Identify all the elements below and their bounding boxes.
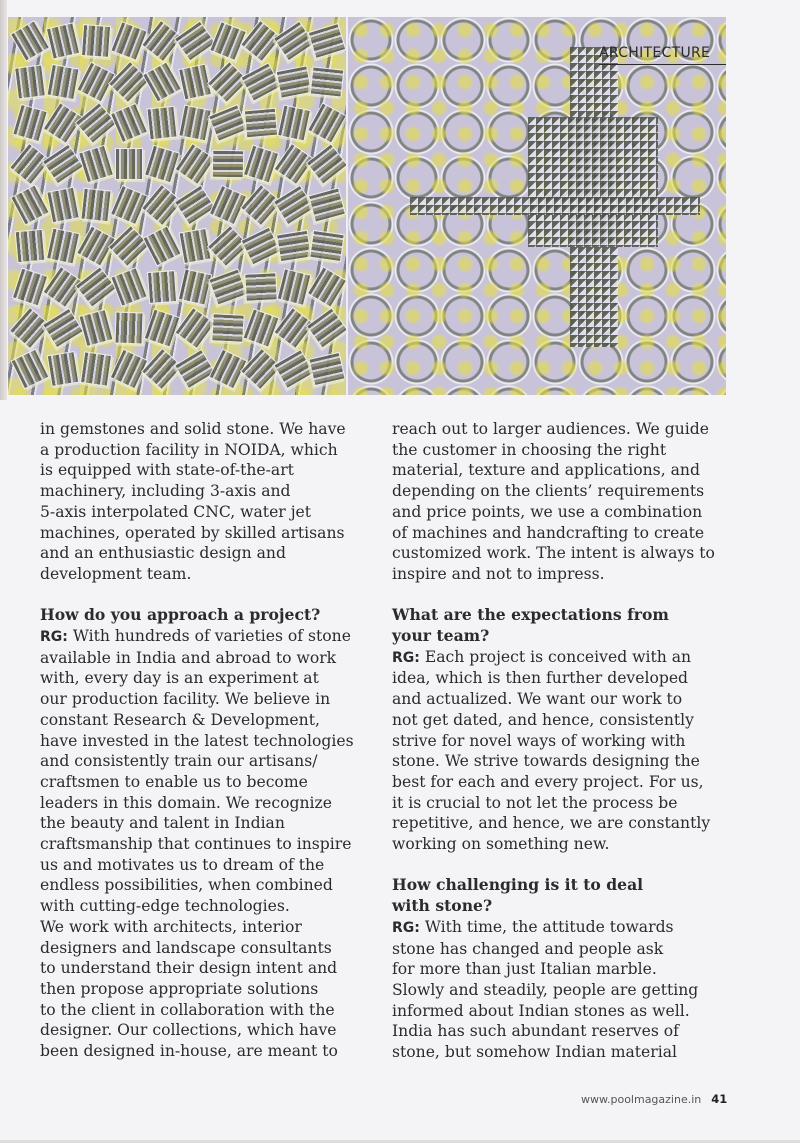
- carved-fin-tile: [244, 108, 278, 139]
- carved-fin-tile: [306, 143, 346, 185]
- carved-fin-tile: [46, 22, 80, 59]
- question-heading: How do you approach a project?: [40, 605, 321, 625]
- carved-fin-tile: [47, 351, 80, 387]
- right-column: [392, 419, 737, 1063]
- carved-fin-tile: [277, 268, 312, 306]
- carved-fin-tile: [309, 230, 345, 262]
- carved-fin-tile: [115, 148, 143, 180]
- answer-paragraph: [40, 626, 380, 1062]
- carved-fin-tile: [46, 64, 79, 100]
- carved-fin-tile: [208, 268, 248, 305]
- carved-fin-tile: [110, 267, 148, 307]
- carved-fin-tile: [211, 313, 244, 343]
- carved-fin-tile: [10, 348, 49, 389]
- carved-fin-tile: [75, 102, 118, 144]
- carved-fin-tile: [174, 307, 215, 349]
- carved-fin-tile: [42, 308, 84, 349]
- carved-fin-tile: [240, 226, 281, 265]
- answer-paragraph: [392, 917, 737, 1063]
- carved-fin-tile: [242, 308, 279, 348]
- carved-fin-tile: [308, 23, 346, 59]
- carved-fin-tile: [10, 184, 50, 225]
- carved-fin-tile: [42, 143, 84, 184]
- carved-fin-tile: [244, 272, 277, 302]
- carved-fin-tile: [78, 309, 113, 347]
- carved-fin-tile: [174, 20, 216, 61]
- carved-fin-tile: [174, 143, 215, 185]
- carved-fin-tile: [46, 227, 80, 264]
- carved-fin-tile: [178, 268, 212, 305]
- carved-fin-tile: [208, 104, 248, 142]
- carved-fin-tile: [75, 266, 117, 308]
- section-label: ARCHITECTURE: [599, 45, 726, 65]
- speaker-initials: RG:: [392, 919, 420, 936]
- paragraph-gap: [392, 585, 737, 606]
- carved-fin-tile: [80, 188, 111, 223]
- carved-fin-tile: [306, 307, 346, 348]
- cross-motif-arms: [410, 197, 700, 215]
- carved-fin-tile: [178, 105, 212, 142]
- carved-fin-tile: [142, 225, 181, 266]
- carved-fin-tile: [310, 66, 345, 97]
- speaker-initials: RG:: [392, 649, 420, 666]
- website-url[interactable]: www.poolmagazine.in: [581, 1093, 702, 1106]
- carved-fin-tile: [243, 144, 280, 183]
- question-heading: How challenging is it to deal with stone?: [392, 875, 644, 916]
- carved-fin-tile: [12, 104, 48, 142]
- photo-carved-stone-cross: [348, 17, 726, 395]
- carved-fin-tile: [146, 106, 177, 141]
- paragraph-gap: [392, 855, 737, 876]
- carved-fin-tile: [212, 150, 244, 179]
- carved-fin-tile: [81, 24, 111, 58]
- carved-fin-tile: [108, 225, 150, 267]
- intro-paragraph-left: in gemstones and solid stone. We have a production facility in NOIDA, which is equipped with state-of-the-art machinery, including 3-axis and 5-axis interpolated CNC, water jet machines, operated by skilled artisans and an enthusiastic design and development team.: [40, 420, 346, 583]
- carved-fin-tile: [144, 145, 180, 184]
- carved-fin-tile: [308, 187, 346, 222]
- carved-fin-tile: [276, 230, 312, 263]
- page-binding-edge: [0, 0, 7, 400]
- answer-paragraph: [392, 647, 737, 855]
- carved-fin-tile: [307, 266, 346, 308]
- paragraph-gap: [40, 585, 380, 606]
- carved-fin-tile: [142, 61, 182, 103]
- carved-fin-tile: [174, 349, 216, 389]
- carved-fin-tile: [276, 65, 313, 99]
- carved-fin-tile: [144, 308, 181, 347]
- answer-text: With hundreds of varieties of stone available in India and abroad to work with, every day is an experiment at our production facility. We believe in constant Research & Development, have invested in the latest technologies and consistently train our artisans/ craftsmen to enable us to become leaders in this domain. We recognize the beauty and talent in Indian craftsmanship that continues to inspire us and motivates us to dream of the endless possibilities, when combined with cutting-edge technologies. We work with architects, interior designers and landscape consultants to understand their design intent and then propose appropriate solutions to the client in collaboration with the designer. Our collections, which have been designed in-house, are meant to: [40, 627, 354, 1061]
- carved-fin-tile: [147, 270, 177, 304]
- carved-fin-tile: [174, 185, 216, 226]
- carved-fin-tile: [308, 352, 345, 386]
- carved-fin-tile: [110, 21, 148, 61]
- page-number: 41: [711, 1092, 728, 1106]
- carved-fin-tile: [307, 102, 346, 144]
- page-footer: [581, 1092, 727, 1106]
- photo-carved-stone-fins: [8, 17, 346, 395]
- carved-fin-tile: [114, 312, 143, 345]
- cross-motif-upper-body: [528, 117, 658, 247]
- carved-fin-tile: [110, 103, 148, 143]
- intro-paragraph-right: reach out to larger audiences. We guide the customer in choosing the right material, texture and applications, and depending on the clients’ requirements and price points, we use a combination of machines and handcrafting to create customized work. The intent is always to inspire and not to impress.: [392, 420, 715, 583]
- carved-fin-tile: [80, 351, 112, 387]
- left-column: [40, 419, 380, 1062]
- carved-fin-tile: [10, 20, 50, 62]
- carved-fin-tile: [12, 267, 49, 306]
- carved-fin-tile: [14, 64, 46, 99]
- carved-fin-tile: [46, 187, 80, 224]
- carved-fin-tile: [78, 145, 114, 184]
- carved-fin-tile: [273, 185, 315, 226]
- question-heading: What are the expectations from your team?: [392, 605, 669, 646]
- carved-fin-tile: [273, 349, 315, 389]
- answer-text: Each project is conceived with an idea, which is then further developed and actualized. We want our work to not get dated, and hence, consistently strive for novel ways of working with stone. We strive towards designing the best for each and every project. For us, it is crucial to not let the process be repetitive, and hence, we are constantly working on something new.: [392, 647, 711, 854]
- carved-fin-tile: [240, 62, 281, 102]
- carved-fin-tile: [108, 61, 150, 103]
- carved-fin-tile: [277, 104, 311, 141]
- answer-text: With time, the attitude towards stone has changed and people ask for more than just Italian marble. Slowly and steadily, people are getting informed about Indian stones as well. India has such abundant reserves of stone, but somehow Indian material: [392, 917, 699, 1062]
- speaker-initials: RG:: [40, 629, 68, 646]
- carved-fin-tile: [273, 20, 315, 61]
- carved-fin-tile: [15, 229, 46, 263]
